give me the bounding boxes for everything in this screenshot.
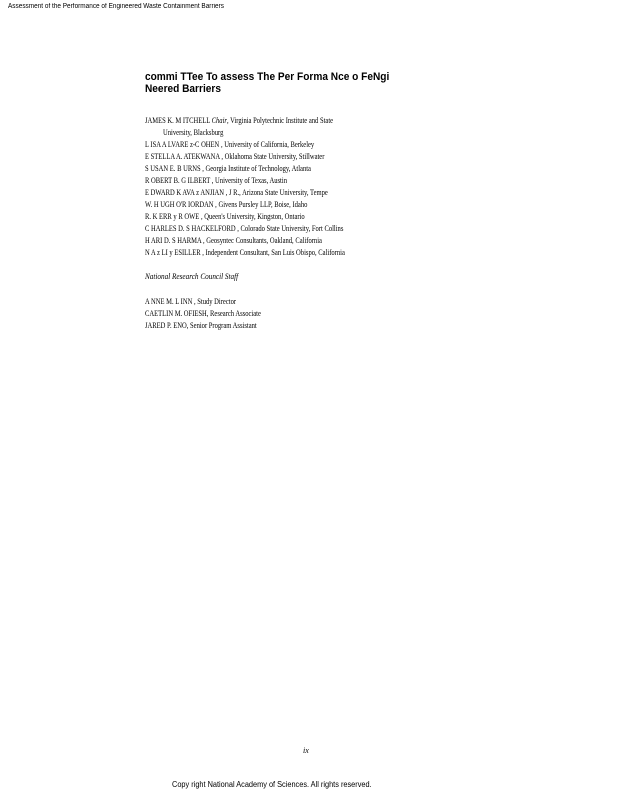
running-header: Assessment of the Performance of Engineered Waste Containment Barriers	[8, 3, 224, 10]
member-name: H ARI D. S HARMA	[145, 236, 202, 245]
committee-member	[145, 247, 407, 259]
member-name: E STELLA A. ATEKWANA	[145, 152, 220, 161]
member-affiliation: , Givens Pursley LLP, Boise, Idaho	[213, 200, 308, 209]
committee-member	[145, 187, 407, 199]
member-name: S USAN E. B URNS	[145, 164, 201, 173]
member-affiliation: , Independent Consultant, San Luis Obispo, California	[200, 248, 345, 257]
member-name: W. H UGH O'R IORDAN	[145, 200, 214, 209]
staff-member: JARED P. ENO, Senior Program Assistant	[145, 321, 257, 330]
staff-heading: National Research Council Staff	[145, 272, 239, 281]
member-affiliation: , University of California, Berkeley	[219, 140, 315, 149]
member-name: C HARLES D. S HACKELFORD	[145, 224, 236, 233]
committee-member	[145, 223, 407, 235]
page-title: commi TTee To assess The Per Forma Nce o FeNgi Neered Barriers	[145, 71, 390, 95]
member-affiliation: , Oklahoma State University, Stillwater	[219, 152, 325, 161]
member-affiliation: , University of Texas, Austin	[210, 176, 287, 185]
member-affiliation: , Geosyntec Consultants, Oakland, California	[201, 236, 322, 245]
member-name: L ISA A LVARE z-C OHEN	[145, 140, 220, 149]
committee-member	[145, 151, 407, 163]
member-affiliation: , Queen's University, Kingston, Ontario	[199, 212, 305, 221]
committee-member	[145, 235, 407, 247]
staff-list	[145, 296, 358, 332]
member-name: R OBERT B. G ILBERT	[145, 176, 211, 185]
page-number: ix	[303, 746, 309, 755]
staff-member: CAETLIN M. OFIESH, Research Associate	[145, 309, 261, 318]
committee-member	[145, 211, 407, 223]
copyright-notice: Copy right National Academy of Sciences. All rights reserved.	[172, 780, 372, 789]
committee-member	[145, 163, 407, 175]
member-name: JAMES K. M ITCHELL	[145, 116, 210, 125]
member-affiliation: , Georgia Institute of Technology, Atlanta	[200, 164, 311, 173]
staff-member: A NNE M. L INN , Study Director	[145, 297, 237, 306]
member-role: Chair	[211, 116, 227, 125]
member-affiliation-continued: University, Blacksburg	[163, 128, 224, 137]
committee-list	[145, 115, 407, 259]
member-name: R. K ERR y R OWE	[145, 212, 200, 221]
committee-member-chair	[145, 115, 407, 139]
committee-member	[145, 175, 407, 187]
member-affiliation: , J R., Arizona State University, Tempe	[224, 188, 328, 197]
member-name: N A z LI y ESILLER	[145, 248, 201, 257]
committee-member	[145, 139, 407, 151]
member-affiliation: , Colorado State University, Fort Collins	[235, 224, 344, 233]
member-name: E DWARD K AVA z ANJIAN	[145, 188, 225, 197]
member-affiliation: , Virginia Polytechnic Institute and State	[226, 116, 334, 125]
committee-member	[145, 199, 407, 211]
